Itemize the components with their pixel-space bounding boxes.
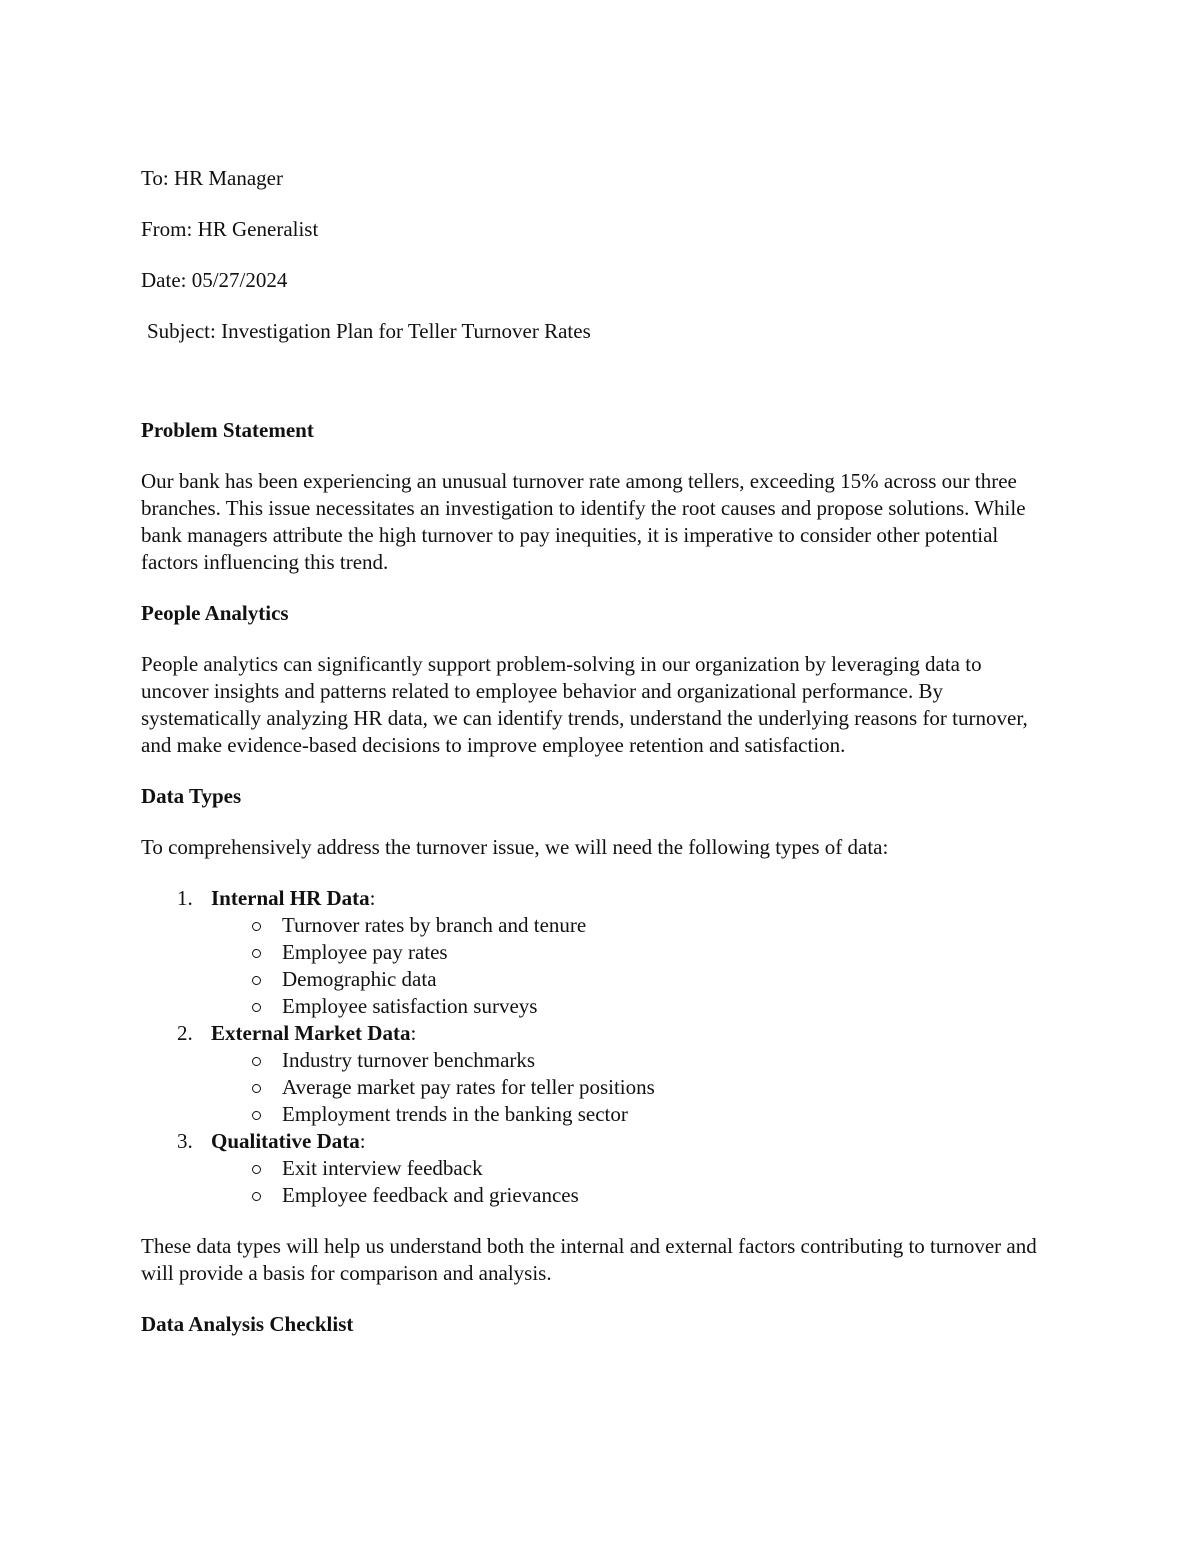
list-item bbox=[211, 912, 1041, 939]
checklist-heading: Data Analysis Checklist bbox=[141, 1312, 354, 1336]
list-item-text: Employment trends in the banking sector bbox=[282, 1102, 628, 1126]
list-item-text: Exit interview feedback bbox=[282, 1156, 483, 1180]
list-item bbox=[211, 1074, 1041, 1101]
hollow-circle-bullet-icon bbox=[252, 1111, 261, 1120]
memo-to: To: HR Manager bbox=[141, 166, 283, 190]
list-item-text: Employee pay rates bbox=[282, 940, 448, 964]
category-label: Internal HR Data bbox=[211, 886, 370, 910]
memo-body bbox=[141, 165, 1041, 1362]
people-analytics-text: People analytics can significantly support problem-solving in our organization by leveraging data to uncover insights and patterns related to employee behavior and organizational performance. By systematically analyzing HR data, we can identify trends, understand the underlying reasons for turnover, and make evidence-based decisions to improve employee retention and satisfaction. bbox=[141, 652, 1028, 757]
data-types-intro: To comprehensively address the turnover issue, we will need the following types of data: bbox=[141, 835, 889, 859]
list-item bbox=[211, 966, 1041, 993]
list-number: 2. bbox=[177, 1021, 193, 1045]
list-number: 3. bbox=[177, 1129, 193, 1153]
list-item bbox=[211, 939, 1041, 966]
category-items bbox=[211, 1155, 1041, 1209]
category-colon: : bbox=[410, 1021, 417, 1045]
category-colon: : bbox=[359, 1129, 366, 1153]
problem-statement-heading: Problem Statement bbox=[141, 418, 314, 442]
hollow-circle-bullet-icon bbox=[252, 1192, 261, 1201]
data-types-conclusion: These data types will help us understand both the internal and external factors contributing to turnover and will provide a basis for comparison and analysis. bbox=[141, 1234, 1037, 1285]
list-number: 1. bbox=[177, 886, 193, 910]
category-label: External Market Data bbox=[211, 1021, 411, 1045]
list-item-text: Turnover rates by branch and tenure bbox=[282, 913, 587, 937]
list-item bbox=[211, 1182, 1041, 1209]
hollow-circle-bullet-icon bbox=[252, 976, 261, 985]
memo-from: From: HR Generalist bbox=[141, 217, 319, 241]
list-item bbox=[211, 993, 1041, 1020]
hollow-circle-bullet-icon bbox=[252, 922, 261, 931]
data-category bbox=[141, 885, 1041, 1020]
list-item bbox=[211, 1101, 1041, 1128]
category-colon: : bbox=[369, 886, 376, 910]
category-label: Qualitative Data bbox=[211, 1129, 360, 1153]
list-item-text: Industry turnover benchmarks bbox=[282, 1048, 536, 1072]
category-items bbox=[211, 912, 1041, 1020]
hollow-circle-bullet-icon bbox=[252, 1084, 261, 1093]
list-item bbox=[211, 1155, 1041, 1182]
people-analytics-heading: People Analytics bbox=[141, 601, 289, 625]
memo-date: Date: 05/27/2024 bbox=[141, 268, 288, 292]
data-types-heading: Data Types bbox=[141, 784, 242, 808]
list-item-text: Demographic data bbox=[282, 967, 437, 991]
list-item bbox=[211, 1047, 1041, 1074]
problem-statement-text: Our bank has been experiencing an unusual turnover rate among tellers, exceeding 15% across our three branches. This issue necessitates an investigation to identify the root causes and propose solutions. While bank managers attribute the high turnover to pay inequities, it is imperative to consider other potential factors influencing this trend. bbox=[141, 469, 1026, 574]
list-item-text: Employee satisfaction surveys bbox=[282, 994, 538, 1018]
memo-subject: Subject: Investigation Plan for Teller Turnover Rates bbox=[147, 319, 591, 343]
hollow-circle-bullet-icon bbox=[252, 1003, 261, 1012]
data-category bbox=[141, 1128, 1041, 1209]
list-item-text: Employee feedback and grievances bbox=[282, 1183, 579, 1207]
hollow-circle-bullet-icon bbox=[252, 1057, 261, 1066]
list-item-text: Average market pay rates for teller positions bbox=[282, 1075, 655, 1099]
hollow-circle-bullet-icon bbox=[252, 1165, 261, 1174]
hollow-circle-bullet-icon bbox=[252, 949, 261, 958]
data-types-list bbox=[141, 885, 1041, 1209]
data-category bbox=[141, 1020, 1041, 1128]
category-items bbox=[211, 1047, 1041, 1128]
